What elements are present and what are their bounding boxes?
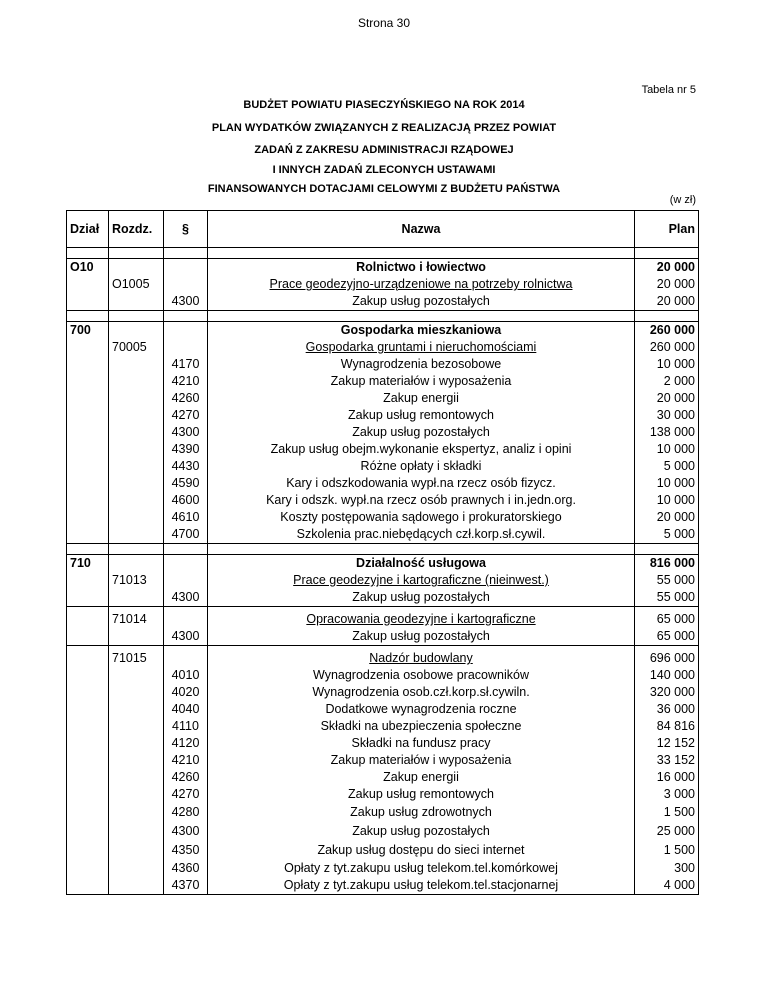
cell-rozdz xyxy=(109,735,164,752)
cell-dzial xyxy=(67,390,109,407)
cell-nazwa: Zakup usług pozostałych xyxy=(208,589,635,607)
cell-paragraf xyxy=(164,650,208,667)
cell-paragraf: 4040 xyxy=(164,701,208,718)
cell-plan: 20 000 xyxy=(635,390,699,407)
cell-nazwa: Składki na ubezpieczenia społeczne xyxy=(208,718,635,735)
cell-nazwa: Zakup usług remontowych xyxy=(208,407,635,424)
cell-plan: 1 500 xyxy=(635,803,699,822)
cell-dzial xyxy=(67,475,109,492)
cell-rozdz xyxy=(109,373,164,390)
spacer-cell xyxy=(67,248,109,259)
rozdzial-row xyxy=(67,339,699,356)
cell-dzial xyxy=(67,458,109,475)
cell-dzial xyxy=(67,735,109,752)
cell-plan: 84 816 xyxy=(635,718,699,735)
rozdzial-row xyxy=(67,572,699,589)
cell-plan: 55 000 xyxy=(635,589,699,607)
spacer-cell xyxy=(164,248,208,259)
cell-nazwa-underlined: Nadzór budowlany xyxy=(369,651,473,665)
cell-plan: 5 000 xyxy=(635,526,699,544)
paragraf-row xyxy=(67,822,699,841)
cell-rozdz xyxy=(109,293,164,311)
section-separator xyxy=(67,544,699,555)
cell-plan: 1 500 xyxy=(635,841,699,860)
cell-nazwa-underlined: Gospodarka gruntami i nieruchomościami xyxy=(305,340,537,354)
cell-nazwa xyxy=(208,339,635,356)
cell-dzial xyxy=(67,441,109,458)
cell-rozdz xyxy=(109,841,164,860)
cell-paragraf: 4270 xyxy=(164,786,208,803)
cell-nazwa: Kary i odszk. wypł.na rzecz osób prawnych i in.jedn.org. xyxy=(208,492,635,509)
cell-plan: 3 000 xyxy=(635,786,699,803)
cell-nazwa xyxy=(208,611,635,628)
cell-dzial xyxy=(67,407,109,424)
paragraf-row xyxy=(67,628,699,646)
cell-paragraf: 4700 xyxy=(164,526,208,544)
title-line-4: I INNYCH ZADAŃ ZLECONYCH USTAWAMI xyxy=(272,164,496,176)
cell-plan: 320 000 xyxy=(635,684,699,701)
cell-rozdz xyxy=(109,526,164,544)
cell-rozdz xyxy=(109,803,164,822)
cell-plan: 300 xyxy=(635,860,699,877)
cell-paragraf xyxy=(164,276,208,293)
title-line-2: PLAN WYDATKÓW ZWIĄZANYCH Z REALIZACJĄ PRZEZ POWIAT xyxy=(211,122,557,134)
cell-paragraf: 4300 xyxy=(164,589,208,607)
paragraf-row xyxy=(67,752,699,769)
cell-nazwa: Zakup usług remontowych xyxy=(208,786,635,803)
cell-rozdz xyxy=(109,509,164,526)
cell-plan: 5 000 xyxy=(635,458,699,475)
header-dzial: Dział xyxy=(67,211,109,248)
cell-dzial xyxy=(67,339,109,356)
spacer-cell xyxy=(208,248,635,259)
cell-rozdz xyxy=(109,822,164,841)
cell-plan: 260 000 xyxy=(635,339,699,356)
cell-nazwa: Zakup usług zdrowotnych xyxy=(208,803,635,822)
cell-paragraf: 4210 xyxy=(164,373,208,390)
cell-plan: 55 000 xyxy=(635,572,699,589)
cell-plan: 138 000 xyxy=(635,424,699,441)
cell-paragraf xyxy=(164,572,208,589)
cell-dzial xyxy=(67,841,109,860)
cell-rozdz xyxy=(109,589,164,607)
cell-paragraf: 4590 xyxy=(164,475,208,492)
cell-rozdz xyxy=(109,628,164,646)
cell-plan: 65 000 xyxy=(635,628,699,646)
paragraf-row xyxy=(67,684,699,701)
cell-plan: 33 152 xyxy=(635,752,699,769)
cell-nazwa: Wynagrodzenia osobowe pracowników xyxy=(208,667,635,684)
cell-paragraf: 4300 xyxy=(164,628,208,646)
cell-dzial: O10 xyxy=(67,259,109,277)
cell-plan: 10 000 xyxy=(635,475,699,492)
cell-paragraf: 4260 xyxy=(164,390,208,407)
spacer-cell xyxy=(635,544,699,555)
cell-paragraf: 4020 xyxy=(164,684,208,701)
cell-rozdz: 71015 xyxy=(109,650,164,667)
section-separator xyxy=(67,248,699,259)
cell-nazwa xyxy=(208,276,635,293)
cell-dzial xyxy=(67,684,109,701)
cell-plan: 140 000 xyxy=(635,667,699,684)
cell-nazwa: Składki na fundusz pracy xyxy=(208,735,635,752)
cell-nazwa: Opłaty z tyt.zakupu usług telekom.tel.stacjonarnej xyxy=(208,877,635,895)
cell-paragraf: 4280 xyxy=(164,803,208,822)
cell-rozdz xyxy=(109,322,164,340)
cell-nazwa: Wynagrodzenia osob.czł.korp.sł.cywiln. xyxy=(208,684,635,701)
cell-nazwa xyxy=(208,572,635,589)
cell-dzial xyxy=(67,803,109,822)
cell-nazwa: Zakup materiałów i wyposażenia xyxy=(208,752,635,769)
cell-plan: 10 000 xyxy=(635,492,699,509)
cell-paragraf: 4300 xyxy=(164,424,208,441)
cell-paragraf: 4370 xyxy=(164,877,208,895)
paragraf-row xyxy=(67,390,699,407)
cell-rozdz xyxy=(109,667,164,684)
cell-nazwa-underlined: Opracowania geodezyjne i kartograficzne xyxy=(306,612,536,626)
cell-rozdz xyxy=(109,718,164,735)
cell-rozdz xyxy=(109,441,164,458)
cell-plan: 25 000 xyxy=(635,822,699,841)
cell-rozdz xyxy=(109,786,164,803)
dzial-row xyxy=(67,259,699,277)
cell-nazwa: Koszty postępowania sądowego i prokuratorskiego xyxy=(208,509,635,526)
cell-dzial xyxy=(67,373,109,390)
title-line-5: FINANSOWANYCH DOTACJAMI CELOWYMI Z BUDŻETU PAŃSTWA xyxy=(207,183,561,195)
cell-paragraf: 4430 xyxy=(164,458,208,475)
rozdzial-row xyxy=(67,276,699,293)
cell-paragraf xyxy=(164,611,208,628)
spacer-cell xyxy=(208,311,635,322)
cell-rozdz xyxy=(109,475,164,492)
title-line-3: ZADAŃ Z ZAKRESU ADMINISTRACJI RZĄDOWEJ xyxy=(254,144,514,156)
cell-nazwa-underlined: Prace geodezyjne i kartograficzne (nieinwest.) xyxy=(293,573,549,587)
cell-dzial xyxy=(67,822,109,841)
paragraf-row xyxy=(67,407,699,424)
cell-dzial: 700 xyxy=(67,322,109,340)
paragraf-row xyxy=(67,492,699,509)
cell-nazwa: Zakup energii xyxy=(208,769,635,786)
cell-plan: 12 152 xyxy=(635,735,699,752)
header-nazwa: Nazwa xyxy=(208,211,635,248)
paragraf-row xyxy=(67,769,699,786)
rozdzial-row xyxy=(67,611,699,628)
cell-plan: 816 000 xyxy=(635,555,699,573)
cell-rozdz: 70005 xyxy=(109,339,164,356)
cell-nazwa xyxy=(208,650,635,667)
unit-label: (w zł) xyxy=(669,194,696,206)
paragraf-row xyxy=(67,458,699,475)
cell-paragraf: 4170 xyxy=(164,356,208,373)
cell-rozdz xyxy=(109,684,164,701)
cell-dzial xyxy=(67,572,109,589)
cell-dzial xyxy=(67,701,109,718)
paragraf-row xyxy=(67,667,699,684)
budget-table xyxy=(66,210,699,895)
cell-dzial xyxy=(67,877,109,895)
cell-nazwa: Kary i odszkodowania wypł.na rzecz osób fizycz. xyxy=(208,475,635,492)
cell-nazwa: Wynagrodzenia bezosobowe xyxy=(208,356,635,373)
cell-rozdz: O1005 xyxy=(109,276,164,293)
cell-rozdz xyxy=(109,860,164,877)
cell-plan: 20 000 xyxy=(635,293,699,311)
cell-plan: 2 000 xyxy=(635,373,699,390)
cell-nazwa: Dodatkowe wynagrodzenia roczne xyxy=(208,701,635,718)
cell-dzial xyxy=(67,356,109,373)
cell-dzial xyxy=(67,628,109,646)
cell-paragraf: 4600 xyxy=(164,492,208,509)
cell-plan: 10 000 xyxy=(635,441,699,458)
title-line-1: BUDŻET POWIATU PIASECZYŃSKIEGO NA ROK 2014 xyxy=(243,99,525,111)
cell-rozdz xyxy=(109,492,164,509)
cell-dzial xyxy=(67,752,109,769)
cell-rozdz xyxy=(109,424,164,441)
cell-paragraf: 4010 xyxy=(164,667,208,684)
paragraf-row xyxy=(67,475,699,492)
cell-paragraf xyxy=(164,322,208,340)
cell-nazwa: Rolnictwo i łowiectwo xyxy=(208,259,635,277)
cell-rozdz: 71013 xyxy=(109,572,164,589)
paragraf-row xyxy=(67,424,699,441)
cell-dzial: 710 xyxy=(67,555,109,573)
cell-plan: 36 000 xyxy=(635,701,699,718)
paragraf-row xyxy=(67,701,699,718)
cell-plan: 696 000 xyxy=(635,650,699,667)
cell-plan: 20 000 xyxy=(635,509,699,526)
cell-rozdz: 71014 xyxy=(109,611,164,628)
cell-plan: 260 000 xyxy=(635,322,699,340)
cell-rozdz xyxy=(109,356,164,373)
cell-dzial xyxy=(67,769,109,786)
cell-nazwa-underlined: Prace geodezyjno-urządzeniowe na potrzeby rolnictwa xyxy=(269,277,573,291)
rozdzial-row xyxy=(67,650,699,667)
cell-paragraf: 4260 xyxy=(164,769,208,786)
cell-dzial xyxy=(67,492,109,509)
cell-nazwa: Zakup usług obejm.wykonanie ekspertyz, analiz i opini xyxy=(208,441,635,458)
cell-paragraf: 4300 xyxy=(164,822,208,841)
cell-rozdz xyxy=(109,701,164,718)
spacer-cell xyxy=(164,544,208,555)
spacer-cell xyxy=(635,311,699,322)
cell-nazwa: Zakup energii xyxy=(208,390,635,407)
paragraf-row xyxy=(67,589,699,607)
paragraf-row xyxy=(67,841,699,860)
cell-plan: 16 000 xyxy=(635,769,699,786)
cell-dzial xyxy=(67,667,109,684)
cell-paragraf: 4350 xyxy=(164,841,208,860)
cell-paragraf xyxy=(164,555,208,573)
cell-rozdz xyxy=(109,259,164,277)
cell-nazwa: Zakup usług pozostałych xyxy=(208,822,635,841)
cell-plan: 65 000 xyxy=(635,611,699,628)
cell-rozdz xyxy=(109,769,164,786)
cell-nazwa: Działalność usługowa xyxy=(208,555,635,573)
cell-nazwa: Zakup usług pozostałych xyxy=(208,424,635,441)
paragraf-row xyxy=(67,293,699,311)
cell-nazwa: Szkolenia prac.niebędących czł.korp.sł.cywil. xyxy=(208,526,635,544)
cell-paragraf xyxy=(164,339,208,356)
paragraf-row xyxy=(67,877,699,895)
cell-nazwa: Zakup materiałów i wyposażenia xyxy=(208,373,635,390)
paragraf-row xyxy=(67,803,699,822)
paragraf-row xyxy=(67,356,699,373)
paragraf-row xyxy=(67,718,699,735)
cell-paragraf: 4270 xyxy=(164,407,208,424)
cell-dzial xyxy=(67,293,109,311)
cell-dzial xyxy=(67,276,109,293)
header-paragraf: § xyxy=(164,211,208,248)
cell-rozdz xyxy=(109,752,164,769)
cell-dzial xyxy=(67,650,109,667)
cell-rozdz xyxy=(109,407,164,424)
spacer-cell xyxy=(109,544,164,555)
cell-dzial xyxy=(67,509,109,526)
page-number: Strona 30 xyxy=(357,16,411,30)
cell-nazwa: Różne opłaty i składki xyxy=(208,458,635,475)
cell-paragraf xyxy=(164,259,208,277)
cell-plan: 20 000 xyxy=(635,276,699,293)
spacer-cell xyxy=(67,311,109,322)
cell-dzial xyxy=(67,611,109,628)
section-separator xyxy=(67,311,699,322)
cell-rozdz xyxy=(109,458,164,475)
spacer-cell xyxy=(109,311,164,322)
header-rozdz: Rozdz. xyxy=(109,211,164,248)
cell-rozdz xyxy=(109,877,164,895)
paragraf-row xyxy=(67,509,699,526)
dzial-row xyxy=(67,322,699,340)
paragraf-row xyxy=(67,860,699,877)
cell-plan: 20 000 xyxy=(635,259,699,277)
cell-dzial xyxy=(67,786,109,803)
cell-paragraf: 4210 xyxy=(164,752,208,769)
cell-nazwa: Zakup usług pozostałych xyxy=(208,293,635,311)
cell-rozdz xyxy=(109,555,164,573)
cell-paragraf: 4360 xyxy=(164,860,208,877)
cell-nazwa: Opłaty z tyt.zakupu usług telekom.tel.komórkowej xyxy=(208,860,635,877)
paragraf-row xyxy=(67,441,699,458)
cell-rozdz xyxy=(109,390,164,407)
paragraf-row xyxy=(67,735,699,752)
cell-nazwa: Zakup usług dostępu do sieci internet xyxy=(208,841,635,860)
spacer-cell xyxy=(635,248,699,259)
cell-plan: 10 000 xyxy=(635,356,699,373)
cell-dzial xyxy=(67,718,109,735)
dzial-row xyxy=(67,555,699,573)
spacer-cell xyxy=(164,311,208,322)
cell-nazwa: Zakup usług pozostałych xyxy=(208,628,635,646)
cell-plan: 30 000 xyxy=(635,407,699,424)
spacer-cell xyxy=(208,544,635,555)
cell-dzial xyxy=(67,860,109,877)
cell-nazwa: Gospodarka mieszkaniowa xyxy=(208,322,635,340)
paragraf-row xyxy=(67,526,699,544)
cell-paragraf: 4110 xyxy=(164,718,208,735)
cell-paragraf: 4300 xyxy=(164,293,208,311)
cell-dzial xyxy=(67,424,109,441)
paragraf-row xyxy=(67,373,699,390)
cell-dzial xyxy=(67,526,109,544)
header-plan: Plan xyxy=(635,211,699,248)
cell-plan: 4 000 xyxy=(635,877,699,895)
cell-paragraf: 4390 xyxy=(164,441,208,458)
table-label: Tabela nr 5 xyxy=(641,84,696,96)
spacer-cell xyxy=(109,248,164,259)
table-header-row xyxy=(67,211,699,248)
cell-dzial xyxy=(67,589,109,607)
table-body xyxy=(67,248,699,895)
cell-paragraf: 4610 xyxy=(164,509,208,526)
cell-paragraf: 4120 xyxy=(164,735,208,752)
spacer-cell xyxy=(67,544,109,555)
paragraf-row xyxy=(67,786,699,803)
